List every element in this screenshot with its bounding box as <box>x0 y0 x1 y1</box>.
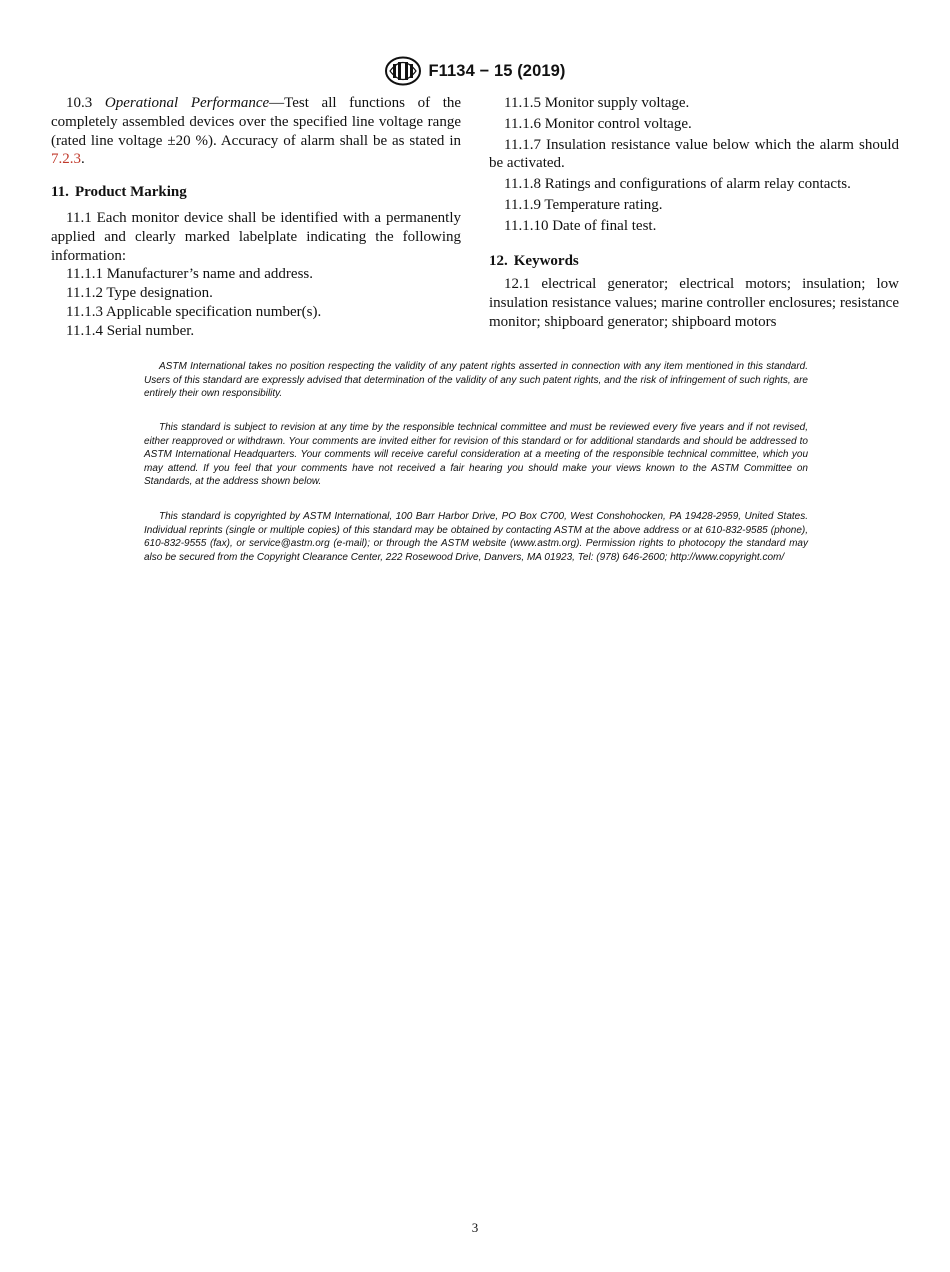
list-item: 11.1.3 Applicable specification number(s). <box>66 303 322 320</box>
right-column <box>489 94 899 332</box>
notice-text: ASTM International takes no position respecting the validity of any patent rights asserted in connection with any item mentioned in this standard. Users of this standard are expressly advised that determination of the validity of any such patent rights, and the risk of infringement of such rights, are entirely their own responsibility. <box>144 361 808 400</box>
copyright-notice <box>144 510 808 564</box>
patent-notice <box>144 360 808 401</box>
paragraph-10-3 <box>51 94 461 169</box>
list-item: 11.1.9 Temperature rating. <box>504 196 663 213</box>
list-item: 11.1.10 Date of final test. <box>504 217 657 234</box>
paragraph-text: —Test all functions of the completely assembled devices over the specified line voltage range (rated line voltage ±20 %). Accuracy of alarm shall be as stated in <box>51 95 462 149</box>
list-item: 11.1.4 Serial number. <box>66 322 195 339</box>
notice-text: This standard is copyrighted by ASTM International, 100 Barr Harbor Drive, PO Box C700, West Conshohocken, PA 19428-2959, United States. Individual reprints (single or multiple copies) of this standard may be obtained by contacting ASTM at the above address or at 610-832-9585 (phone), 610-832-9555 (fax), or service@astm.org (e-mail); or through the ASTM website (www.astm.org). Permission rights to photocopy the standard may also be secured from the Copyright Clearance Center, 222 Rosewood Drive, Danvers, MA 01923, Tel: (978) 646-2600; http://www.copyright.com/ <box>144 511 808 563</box>
astm-logo-icon <box>384 56 422 86</box>
left-column <box>51 94 461 341</box>
page-header <box>0 56 950 91</box>
list-item: 11.1.8 Ratings and configurations of alarm relay contacts. <box>504 176 851 193</box>
document-number: F1134 − 15 (2019) <box>428 61 566 80</box>
section-heading-12 <box>489 252 899 271</box>
list-item: 11.1.1 Manufacturer’s name and address. <box>66 266 314 283</box>
list-item: 11.1.7 Insulation resistance value below which the alarm should be activated. <box>489 136 899 172</box>
paragraph-number: 10.3 <box>66 95 93 111</box>
paragraph-title: Operational Performance <box>104 95 270 111</box>
section-heading-11 <box>51 183 461 202</box>
cross-reference-link[interactable]: 7.2.3 <box>51 151 81 168</box>
section-number: 12. <box>489 252 508 269</box>
revision-notice <box>144 421 808 489</box>
list-item: 11.1.5 Monitor supply voltage. <box>504 95 690 111</box>
notice-text: This standard is subject to revision at any time by the responsible technical committee and must be reviewed every five years and if not revised, either reapproved or withdrawn. Your comments are invited either for revision of this standard or for additional standards and should be addressed to ASTM International Headquarters. Your comments will receive careful consideration at a meeting of the responsible technical committee, which you may attend. If you feel that your comments have not received a fair hearing you should make your views known to the ASTM Committee on Standards, at the address shown below. <box>144 422 808 488</box>
section-title: Product Marking <box>74 184 187 201</box>
paragraph-text-end: . <box>81 151 85 168</box>
paragraph-11-1: 11.1 Each monitor device shall be identified with a permanently applied and clearly marked labelplate indicating the following information: <box>51 209 461 264</box>
page-number: 3 <box>471 1220 479 1235</box>
paragraph-12-1: 12.1 electrical generator; electrical motors; insulation; low insulation resistance values; marine controller enclosures; resistance monitor; shipboard generator; shipboard motors <box>489 276 899 330</box>
list-item: 11.1.2 Type designation. <box>66 285 213 302</box>
section-title: Keywords <box>513 252 579 269</box>
section-number: 11. <box>51 184 69 201</box>
list-item: 11.1.6 Monitor control voltage. <box>504 115 692 132</box>
